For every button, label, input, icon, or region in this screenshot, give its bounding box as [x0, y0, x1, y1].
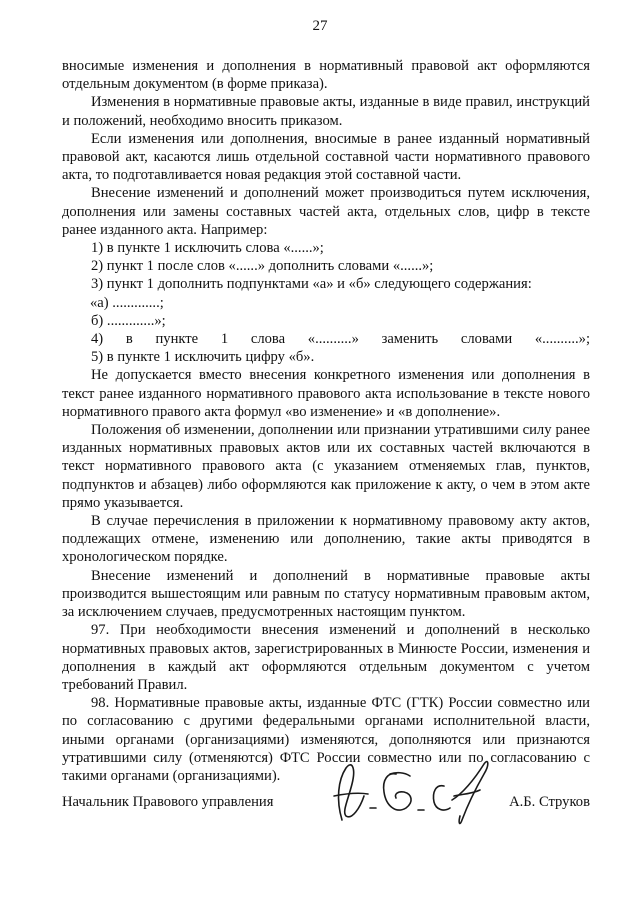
paragraph: вносимые изменения и дополнения в нормативный правовой акт оформляются отдельным документом (в форме приказа). [62, 58, 590, 93]
list-item: б) .............»; [91, 312, 166, 329]
paragraph: Если изменения или дополнения, вносимые в ранее изданный нормативный правовой акт, касаются лишь отдельной составной части нормативного правового акта, то подготавливается новая редакция этой составной части. [62, 130, 590, 184]
document-body [62, 57, 590, 785]
paragraph: Не допускается вместо внесения конкретного изменения или дополнения в текст ранее изданного нормативного правового акта использование в тексте нового нормативного правого акта формул «во изменение» и «в дополнение». [62, 367, 590, 420]
list-item: 1) в пункте 1 исключить слова «......»; [91, 240, 324, 257]
list-item: 4) в пункте 1 слова «..........» заменить словами «..........»; [91, 331, 590, 348]
list-item: 2) пункт 1 после слов «......» дополнить словами «......»; [91, 258, 434, 275]
page-number: 27 [312, 18, 328, 34]
list-item: 3) пункт 1 дополнить подпунктами «а» и «б» следующего содержания: [91, 276, 532, 293]
paragraph: Изменения в нормативные правовые акты, изданные в виде правил, инструкций и положений, необходимо вносить приказом. [62, 94, 590, 129]
handwritten-signature [312, 750, 502, 830]
signatory-position: Начальник Правового управления [62, 794, 274, 810]
signature-block [62, 776, 590, 836]
list-item: 5) в пункте 1 исключить цифру «б». [91, 349, 315, 366]
paragraph: Внесение изменений и дополнений в нормативные правовые акты производится вышестоящим или равным по статусу нормативным правовым актом, за исключением случаев, предусмотренных настоящим пунктом. [62, 567, 590, 621]
paragraph: 97. При необходимости внесения изменений и дополнений в несколько нормативных правовых актов, зарегистрированных в Минюсте России, изменения и дополнения в каждый акт оформляются отдельным документом с учетом требований Правил. [62, 622, 590, 693]
paragraph: Внесение изменений и дополнений может производиться путем исключения, дополнения или замены составных частей акта, отдельных слов, цифр в тексте ранее изданного акта. Например: [62, 185, 590, 238]
paragraph: Положения об изменении, дополнении или признании утратившими силу ранее изданных нормативных правовых актов или их составных частей включаются в текст нормативного правового акта (с указанием отменяемых глав, пунктов, подпунктов и абзацев) либо оформляются как приложение к акту, о чем в этом акте прямо указывается. [62, 422, 590, 511]
paragraph: 98. Нормативные правовые акты, изданные ФТС (ГТК) России совместно или по согласованию с другими федеральными органами исполнительной власти, иными органами (организациями) изменяются, дополняются или признаются утратившими силу (отменяются) ФТС России совместно или по согласованию с такими органами (организациями). [62, 695, 590, 784]
list-item: «а) .............; [90, 294, 164, 311]
paragraph: В случае перечисления в приложении к нормативному правовому акту актов, подлежащих отмене, изменению или дополнению, такие акты приводятся в хронологическом порядке. [62, 513, 590, 566]
signatory-name: А.Б. Струков [509, 794, 590, 810]
